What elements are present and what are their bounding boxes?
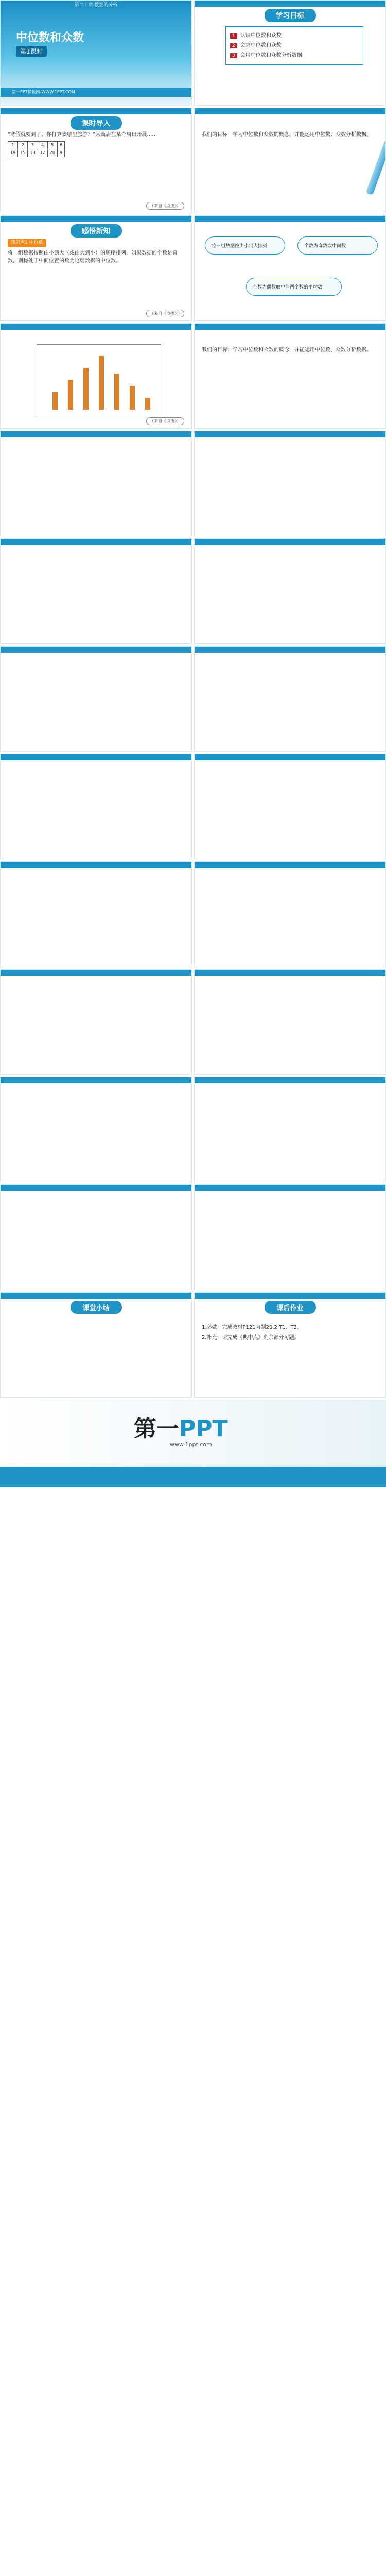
cloud-2: 个数为奇数取中间数 xyxy=(297,236,378,255)
footer-url: www.1ppt.com xyxy=(170,1441,212,1448)
page-foot: （来自《点拨》） xyxy=(146,417,184,425)
bar-area xyxy=(47,350,155,410)
chart-bar xyxy=(52,392,58,410)
homework-list xyxy=(202,1324,378,1344)
summary-ribbon: 课堂小结 xyxy=(70,1301,121,1314)
topbar xyxy=(1,108,191,114)
chart-bar xyxy=(68,380,73,410)
cloud-1: 将一组数据按由小到大排列 xyxy=(205,236,285,255)
goal-item: 2 会求中位数和众数 xyxy=(230,41,359,50)
chart-frame xyxy=(37,344,161,417)
slide-intro xyxy=(0,108,192,213)
topbar xyxy=(1,970,191,976)
page-foot: （来自《点拨》） xyxy=(146,202,184,210)
slide-content-n xyxy=(194,1077,386,1182)
knowledge-banner: 知识点1 中位数 xyxy=(8,239,46,247)
analysis-text: 我们的目标：学习中位数和众数的概念，并能运用中位数、众数分析数据。 xyxy=(202,132,372,138)
topbar xyxy=(1,647,191,653)
topbar xyxy=(1,1293,191,1299)
topbar xyxy=(195,970,385,976)
topbar xyxy=(1,216,191,222)
topbar xyxy=(1,754,191,760)
intro-text: “寒假就要到了，你打算去哪里旅游？”某商店在某个周日开展…… 1 2 3 4 5 6 19 15 18 12 20 9 xyxy=(8,131,184,157)
slide-analysis xyxy=(194,108,386,213)
topbar xyxy=(1,324,191,330)
slide-content-p xyxy=(194,1184,386,1290)
slide-practice xyxy=(194,323,386,429)
slide-content-b xyxy=(194,431,386,536)
chart-bar xyxy=(83,368,89,410)
topbar xyxy=(195,431,385,437)
slide-content-k xyxy=(0,969,192,1075)
topbar xyxy=(195,324,385,330)
topbar xyxy=(195,754,385,760)
slide-content-i xyxy=(0,861,192,967)
slide-content-a xyxy=(0,431,192,536)
chart-bar xyxy=(99,356,104,410)
topbar xyxy=(195,108,385,114)
knowledge-ribbon: 感悟新知 xyxy=(71,224,122,238)
slide-cover xyxy=(0,0,192,106)
slide-content-l xyxy=(194,969,386,1075)
topbar xyxy=(195,216,385,222)
chart-bar xyxy=(130,386,135,410)
cover-strip: 第一PPT模板网-WWW.1PPT.COM xyxy=(1,88,191,97)
topbar xyxy=(195,1,385,7)
chart-bar xyxy=(145,398,150,410)
goals-ribbon: 学习目标 xyxy=(265,9,316,22)
slide-content-j xyxy=(194,861,386,967)
slide-content-d xyxy=(194,538,386,644)
slide-content-e xyxy=(0,646,192,752)
topbar xyxy=(195,862,385,868)
homework-item: 1.必做：完成教材P121习题20.2 T1、T3。 xyxy=(202,1325,303,1330)
chart-bar xyxy=(114,374,119,410)
goal-item: 3 会用中位数和众数分析数据 xyxy=(230,50,359,60)
topbar xyxy=(195,1185,385,1191)
footer-strip xyxy=(0,1467,386,1487)
topbar xyxy=(195,1077,385,1083)
slide-knowledge xyxy=(0,215,192,321)
topbar xyxy=(1,1185,191,1191)
homework-ribbon: 课后作业 xyxy=(264,1301,315,1314)
slide-homework xyxy=(194,1292,386,1398)
topbar xyxy=(1,862,191,868)
chapter-tag: 第二十章 数据的分析 xyxy=(69,1,123,8)
topbar xyxy=(1,1077,191,1083)
footer-logo: 第一PPT xyxy=(134,1416,228,1442)
page-foot: （来自《点拨》） xyxy=(146,310,184,317)
pen-icon xyxy=(366,140,386,195)
intro-ribbon: 课时导入 xyxy=(71,116,122,130)
slide-clouds xyxy=(194,215,386,321)
topbar xyxy=(195,539,385,545)
slide-content-f xyxy=(194,646,386,752)
topbar xyxy=(195,1293,385,1299)
homework-item: 2.补充：请完成《典中点》剩余部分习题。 xyxy=(202,1334,300,1341)
slide-content-o xyxy=(0,1184,192,1290)
footer-band xyxy=(0,1400,386,1487)
cover-title: 中位数和众数 xyxy=(16,31,84,44)
slide-goals xyxy=(194,0,386,106)
topbar xyxy=(1,539,191,545)
slide-content-c xyxy=(0,538,192,644)
topbar xyxy=(195,647,385,653)
slide-chart-example xyxy=(0,323,192,429)
cover-subtitle: 第1课时 xyxy=(16,46,47,57)
goal-item: 1 认识中位数和众数 xyxy=(230,31,359,41)
cloud-3: 个数为偶数取中间两个数的平均数 xyxy=(246,278,342,296)
knowledge-text: 知识点1 中位数 将一组数据按照由小到大（或由大到小）的顺序排列，如果数据的个数是奇数，则称处于中间位置的数为这组数据的中位数。 xyxy=(8,240,178,264)
slide-content-h xyxy=(194,754,386,859)
slide-content-m xyxy=(0,1077,192,1182)
topbar xyxy=(1,431,191,437)
goals-list xyxy=(225,26,363,65)
slide-content-g xyxy=(0,754,192,859)
practice-text: 我们的目标：学习中位数和众数的概念，并能运用中位数、众数分析数据。 xyxy=(202,347,372,353)
intro-table: 1 2 3 4 5 6 19 15 18 12 20 9 xyxy=(8,141,65,158)
slide-summary xyxy=(0,1292,192,1398)
